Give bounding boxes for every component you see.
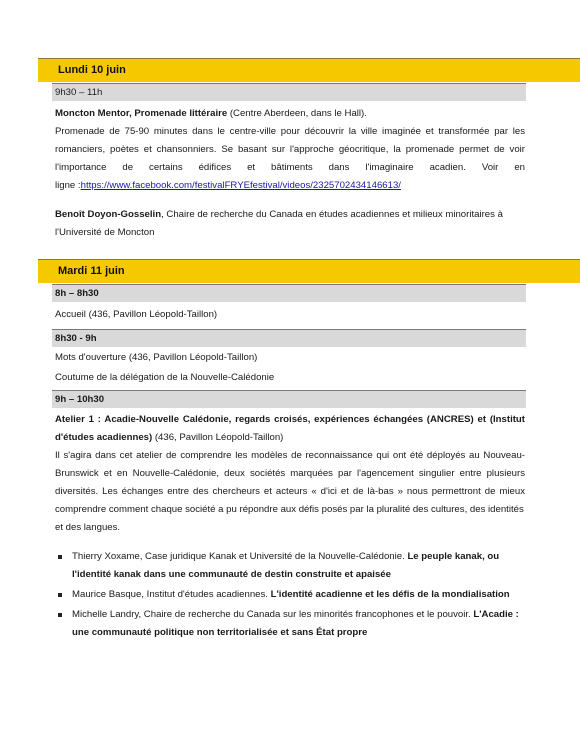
list-item [58, 548, 528, 584]
list-item [58, 606, 528, 642]
speaker-affiliation-cont: l'Université de Moncton [55, 227, 155, 238]
description-line: Brunswick et en Nouvelle-Calédonie, deux sociétés marquées par l'agencement singulier entre plusieurs [55, 468, 525, 479]
workshop-title-cont: d'études acadiennes) [55, 432, 153, 443]
time-slot-bar [52, 390, 526, 408]
description-line: l'importance de certains édifices et bâtiments dans l'imaginaire acadien. Voir en [55, 162, 525, 173]
event-block [55, 349, 525, 387]
list-item [58, 586, 528, 604]
bullet-icon [58, 593, 62, 597]
workshop-block [55, 411, 525, 537]
time-slot-label: 8h – 8h30 [55, 288, 99, 299]
bullet-icon [58, 613, 62, 617]
talk-title: Le peuple kanak, ou [407, 551, 500, 562]
day-header-tuesday [38, 259, 580, 283]
speaker-block [55, 206, 525, 242]
description-line: Promenade de 75-90 minutes dans le centre-ville pour découvrir la ville imaginée et transformée par les [55, 126, 525, 137]
event-location: (Centre Aberdeen, dans le Hall). [227, 108, 367, 119]
workshop-title: Atelier 1 : Acadie-Nouvelle Calédonie, regards croisés, expériences échangées (ANCRES) et (Institut [55, 414, 525, 425]
time-slot-bar [52, 284, 526, 302]
time-slot-bar [52, 329, 526, 347]
event-text: Mots d'ouverture (436, Pavillon Léopold-Taillon) [55, 352, 258, 363]
event-text: Coutume de la délégation de la Nouvelle-Calédonie [55, 372, 275, 383]
workshop-location: (436, Pavillon Léopold-Taillon) [152, 432, 284, 443]
event-title: Moncton Mentor, Promenade littéraire [55, 108, 228, 119]
event-text: Accueil (436, Pavillon Léopold-Taillon) [55, 309, 218, 320]
description-line: diversités. Les échanges entre des chercheurs et acteurs « d'ici et de là-bas » nous permettront de mieux [55, 486, 525, 497]
description-line: et des langues. [55, 522, 121, 533]
day-header-monday [38, 58, 580, 82]
description-line: romanciers, poètes et chansonniers. Se basant sur l'approche géocritique, la promenade permet de voir [55, 144, 525, 155]
facebook-video-link[interactable]: https://www.facebook.com/festivalFRYEfestival/videos/2325702434146613/ [80, 180, 401, 191]
speaker-info: Maurice Basque, Institut d'études acadiennes. [72, 589, 268, 600]
link-prefix: ligne : [55, 180, 81, 191]
description-line: Il s'agira dans cet atelier de comprendre les modèles de reconnaissance qui ont été déployés au Nouveau- [55, 450, 525, 461]
talk-title-cont: une communauté politique non territorialisée et sans État propre [72, 627, 368, 638]
day-title: Mardi 11 juin [58, 265, 125, 277]
event-description [55, 123, 525, 195]
speaker-name: Benoît Doyon-Gosselin [55, 209, 162, 220]
speaker-info: Michelle Landry, Chaire de recherche du Canada sur les minorités francophones et le pouvoir. [72, 609, 471, 620]
time-slot-label: 9h30 – 11h [55, 87, 103, 98]
talk-title: L'identité acadienne et les défis de la mondialisation [270, 589, 510, 600]
bullet-icon [58, 555, 62, 559]
talk-title-cont: l'identité kanak dans une communauté de destin construite et apaisée [72, 569, 391, 580]
event-block [55, 306, 525, 324]
time-slot-label: 9h – 10h30 [55, 394, 105, 405]
speaker-info: Thierry Xoxame, Case juridique Kanak et Université de la Nouvelle-Calédonie. [72, 551, 405, 562]
speaker-affiliation: , Chaire de recherche du Canada en études acadiennes et milieux minoritaires à [161, 209, 503, 220]
speaker-list [58, 548, 528, 642]
time-slot-label: 8h30 - 9h [55, 333, 97, 344]
day-title: Lundi 10 juin [58, 64, 126, 76]
description-line: comprendre comment chaque société a pu répondre aux défis posés par la pluralité des cultures, des identités [55, 504, 524, 515]
event-block [55, 105, 525, 123]
talk-title: L'Acadie : [473, 609, 519, 620]
time-slot-bar [52, 83, 526, 101]
